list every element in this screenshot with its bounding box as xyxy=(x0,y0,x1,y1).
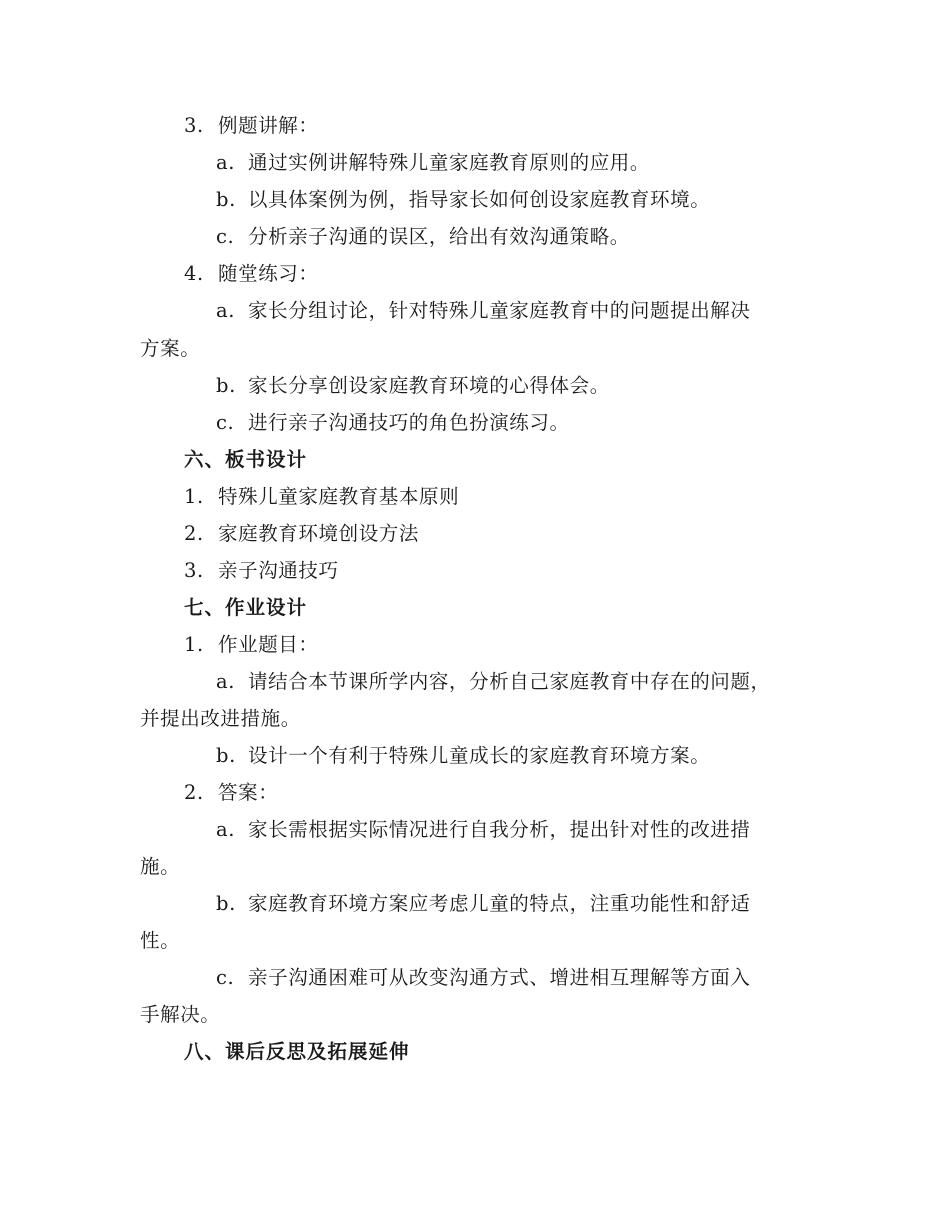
item-title: 作业题目： xyxy=(218,633,319,656)
sub-item-letter: b. xyxy=(216,374,236,397)
item-title: 特殊儿童家庭教育基本原则 xyxy=(218,485,460,508)
sub-item-continuation: 性。 xyxy=(140,929,181,952)
item-number: 1. xyxy=(184,633,204,656)
list-item xyxy=(184,485,459,509)
sub-item-continuation: 并提出改进措施。 xyxy=(140,707,301,730)
sub-item-text: 亲子沟通困难可从改变沟通方式、增进相互理解等方面入 xyxy=(248,966,751,989)
sub-item-continuation: 手解决。 xyxy=(140,1003,221,1026)
item-number: 2. xyxy=(184,781,204,804)
sub-item xyxy=(216,374,610,398)
sub-item xyxy=(216,411,570,435)
sub-item-letter: b. xyxy=(216,188,236,211)
sub-item xyxy=(216,892,751,916)
sub-item-text: 以具体案例为例，指导家长如何创设家庭教育环境。 xyxy=(248,188,711,211)
sub-item-letter: a. xyxy=(216,818,236,841)
sub-item-continuation: 方案。 xyxy=(140,337,201,360)
list-item-answer-title xyxy=(184,781,278,805)
list-item-practice-heading xyxy=(184,262,319,286)
item-title: 亲子沟通技巧 xyxy=(218,559,339,582)
sub-item-letter: b. xyxy=(216,892,236,915)
sub-item-text: 请结合本节课所学内容，分析自己家庭教育中存在的问题， xyxy=(248,670,771,693)
item-number: 2. xyxy=(184,522,204,545)
sub-item-text: 分析亲子沟通的误区，给出有效沟通策略。 xyxy=(248,225,630,248)
sub-item-text: 通过实例讲解特殊儿童家庭教育原则的应用。 xyxy=(248,151,651,174)
sub-item-text: 家长需根据实际情况进行自我分析，提出针对性的改进措 xyxy=(248,818,751,841)
sub-item-letter: a. xyxy=(216,151,236,174)
sub-item xyxy=(216,188,710,212)
item-number: 3. xyxy=(184,559,204,582)
sub-item-text: 家长分享创设家庭教育环境的心得体会。 xyxy=(248,374,610,397)
list-item-homework-title xyxy=(184,633,319,657)
sub-item-continuation: 施。 xyxy=(140,855,181,878)
item-title: 随堂练习： xyxy=(218,262,319,285)
section-heading-reflection: 八、课后反思及拓展延伸 xyxy=(184,1040,410,1063)
sub-item-text: 设计一个有利于特殊儿童成长的家庭教育环境方案。 xyxy=(248,744,711,767)
list-item xyxy=(184,522,419,546)
sub-item-letter: a. xyxy=(216,670,236,693)
sub-item-letter: c. xyxy=(216,966,235,989)
item-number: 4. xyxy=(184,262,204,285)
sub-item-text: 家长分组讨论，针对特殊儿童家庭教育中的问题提出解决 xyxy=(248,299,751,322)
sub-item-letter: a. xyxy=(216,299,236,322)
sub-item xyxy=(216,744,710,768)
sub-item xyxy=(216,151,650,175)
sub-item-letter: c. xyxy=(216,225,235,248)
item-title: 答案： xyxy=(218,781,279,804)
item-title: 家庭教育环境创设方法 xyxy=(218,522,420,545)
sub-item xyxy=(216,670,771,694)
sub-item xyxy=(216,966,751,990)
sub-item xyxy=(216,299,751,323)
sub-item-letter: b. xyxy=(216,744,236,767)
section-heading-blackboard: 六、板书设计 xyxy=(184,448,308,471)
item-number: 3. xyxy=(184,114,204,137)
list-item-example-heading xyxy=(184,114,319,138)
sub-item-text: 家庭教育环境方案应考虑儿童的特点，注重功能性和舒适 xyxy=(248,892,751,915)
list-item xyxy=(184,559,339,583)
sub-item-letter: c. xyxy=(216,411,235,434)
sub-item xyxy=(216,225,630,249)
item-number: 1. xyxy=(184,485,204,508)
item-title: 例题讲解： xyxy=(218,114,319,137)
sub-item-text: 进行亲子沟通技巧的角色扮演练习。 xyxy=(248,411,570,434)
section-heading-homework: 七、作业设计 xyxy=(184,596,308,619)
sub-item xyxy=(216,818,751,842)
